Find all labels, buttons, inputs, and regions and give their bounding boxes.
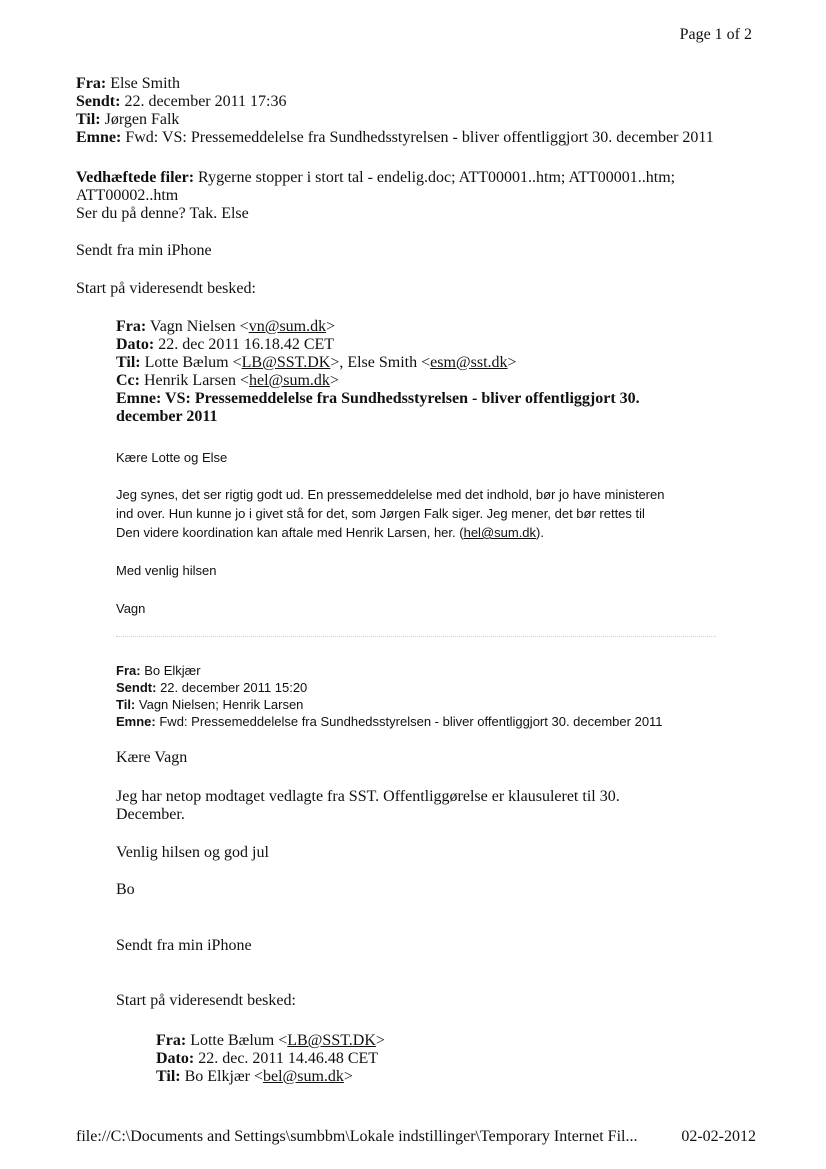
attachments	[76, 169, 776, 223]
fwd1-date: Dato: 22. dec 2011 16.18.42 CET	[116, 336, 335, 353]
fwd1-subject-line-2: december 2011	[116, 408, 218, 425]
bo-paragraph: Jeg har netop modtaget vedlagte fra SST. Offentliggørelse er klausuleret til 30. December.	[116, 788, 620, 823]
forward-intro: Start på videresendt besked:	[76, 280, 256, 297]
footer-date: 02-02-2012	[681, 1128, 756, 1145]
header-subject: Emne: Fwd: VS: Pressemeddelelse fra Sundhedsstyrelsen - bliver offentliggjort 30. december 2011	[76, 129, 714, 146]
footer-file-path: file://C:\Documents and Settings\sumbbm\Lokale indstillinger\Temporary Internet Fil...	[76, 1128, 638, 1145]
fwd1-to1-email[interactable]: LB@SST.DK	[241, 354, 331, 371]
vagn-signature: Vagn	[116, 601, 146, 616]
fwd1-to: Til: Lotte Bælum <LB@SST.DK>, Else Smith <esm@sst.dk>	[116, 354, 517, 371]
fwd3-from: Fra: Lotte Bælum <LB@SST.DK>	[156, 1032, 385, 1049]
fwd1-from: Fra: Vagn Nielsen <vn@sum.dk>	[116, 318, 336, 335]
body-line-1: Ser du på denne? Tak. Else	[76, 205, 249, 222]
forward-header-3	[156, 1032, 826, 1086]
forward-header-2	[116, 662, 663, 730]
header-from: Fra: Else Smith	[76, 75, 180, 92]
fwd2-to: Til: Vagn Nielsen; Henrik Larsen	[116, 697, 304, 712]
sent-from-iphone: Sendt fra min iPhone	[76, 242, 212, 259]
forward-header-1	[116, 318, 816, 426]
vagn-hel-email-link[interactable]: hel@sum.dk	[463, 525, 537, 540]
bo-greeting: Kære Vagn	[116, 749, 188, 766]
page-number: Page 1 of 2	[679, 26, 752, 43]
vagn-closing: Med venlig hilsen	[116, 563, 217, 578]
fwd1-from-email[interactable]: vn@sum.dk	[248, 318, 327, 335]
bo-sent-from: Sendt fra min iPhone	[116, 937, 252, 954]
fwd3-date: Dato: 22. dec. 2011 14.46.48 CET	[156, 1050, 379, 1067]
fwd2-subject: Emne: Fwd: Pressemeddelelse fra Sundhedsstyrelsen - bliver offentliggjort 30. december 2011	[116, 714, 663, 729]
attachments-line-2: ATT00002..htm	[76, 187, 179, 204]
header-sent: Sendt: 22. december 2011 17:36	[76, 93, 287, 110]
vagn-paragraph: Jeg synes, det ser rigtig godt ud. En pressemeddelelse med det indhold, bør jo have ministeren ind over. Hun kunne jo i givet stå for det, som Jørgen Falk siger. Jeg mener, det bør rettes til Den videre koordination kan aftale med Henrik Larsen, her. (hel@sum.dk).	[116, 487, 665, 540]
fwd3-from-email[interactable]: LB@SST.DK	[287, 1032, 376, 1049]
fwd1-cc: Cc: Henrik Larsen <hel@sum.dk>	[116, 372, 339, 389]
fwd1-cc-email[interactable]: hel@sum.dk	[248, 372, 330, 389]
bo-closing: Venlig hilsen og god jul	[116, 844, 269, 861]
bo-forward-intro: Start på videresendt besked:	[116, 992, 296, 1009]
fwd1-to2-email[interactable]: esm@sst.dk	[430, 354, 508, 371]
attachments-line-1: Vedhæftede filer: Rygerne stopper i stort tal - endelig.doc; ATT00001..htm; ATT00001..htm;	[76, 169, 676, 186]
fwd2-from: Fra: Bo Elkjær	[116, 663, 201, 678]
fwd1-subject: Emne: VS: Pressemeddelelse fra Sundhedsstyrelsen - bliver offentliggjort 30.	[116, 390, 640, 407]
fwd3-to-email[interactable]: bel@sum.dk	[262, 1068, 344, 1085]
header-to: Til: Jørgen Falk	[76, 111, 180, 128]
email-header	[76, 75, 776, 147]
fwd3-to: Til: Bo Elkjær <bel@sum.dk>	[156, 1068, 353, 1085]
fwd2-sent: Sendt: 22. december 2011 15:20	[116, 680, 308, 695]
divider	[116, 636, 716, 637]
bo-signature: Bo	[116, 881, 135, 898]
print-footer	[76, 1128, 756, 1146]
vagn-greeting: Kære Lotte og Else	[116, 450, 228, 465]
